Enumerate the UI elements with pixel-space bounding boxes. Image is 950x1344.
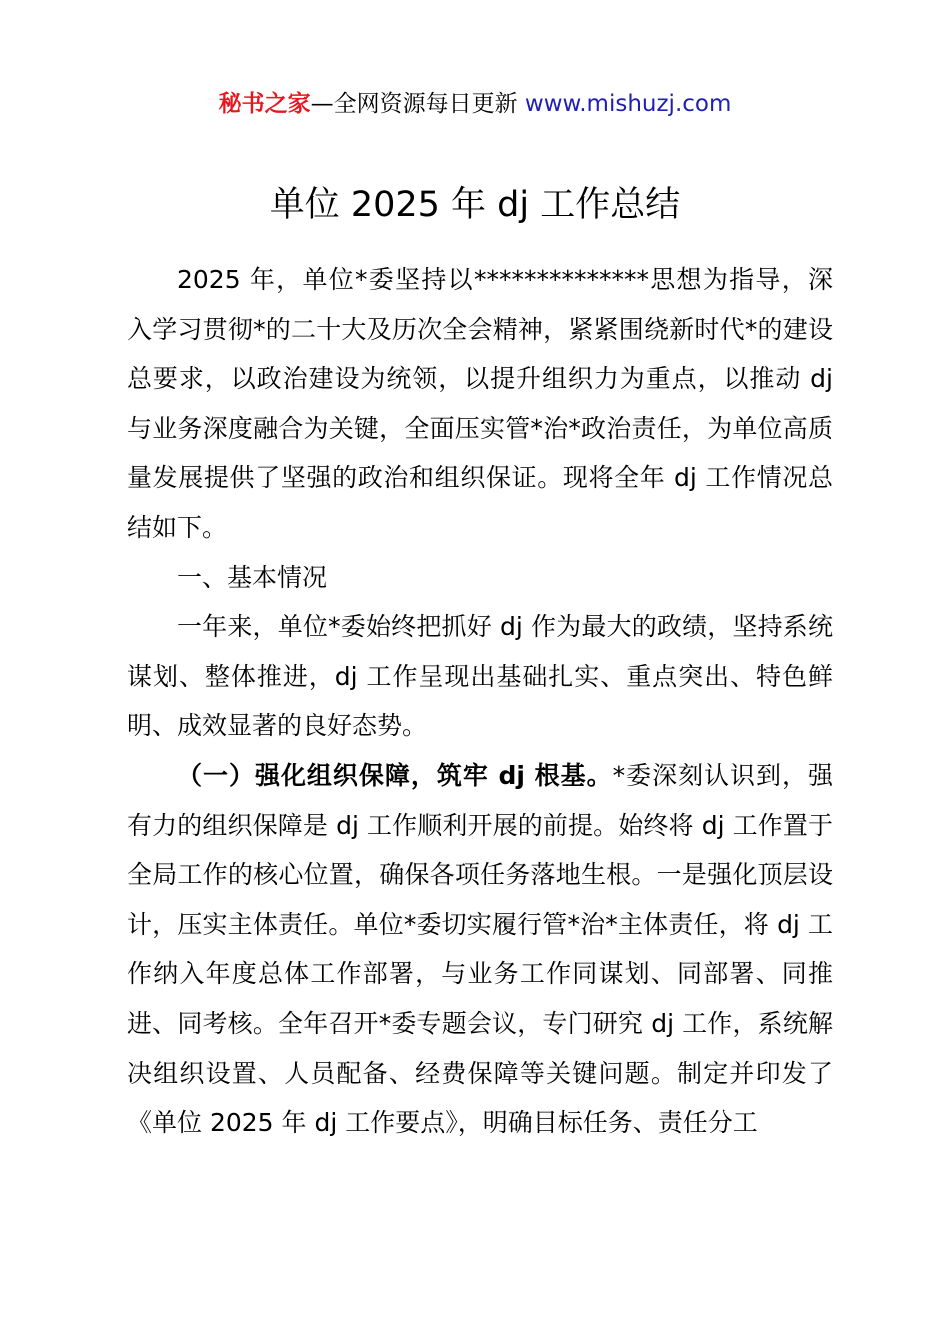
site-tagline: —全网资源每日更新 (310, 91, 518, 117)
subsection-paragraph (127, 751, 833, 1148)
site-header (0, 86, 950, 122)
intro-paragraph: 2025 年，单位*委坚持以**************思想为指导，深入学习贯彻*的二十大及历次全会精神，紧紧围绕新时代*的建设总要求，以政治建设为统领，以提升组织力为重点，以推动 dj 与业务深度融合为关键，全面压实管*治*政治责任，为单位高质量发展提供了坚强的政治和组织保证。现将全年 dj 工作情况总结如下。 (127, 265, 833, 542)
subsection-heading: （一）强化组织保障，筑牢 dj 根基。 (177, 760, 613, 790)
section-paragraph: 一年来，单位*委始终把抓好 dj 作为最大的政绩，坚持系统谋划、整体推进，dj 工作呈现出基础扎实、重点突出、特色鲜明、成效显著的良好态势。 (127, 612, 833, 741)
document-title: 单位 2025 年 dj 工作总结 (269, 185, 681, 225)
document-body (127, 255, 833, 1148)
section-heading-basic-situation: 一、基本情况 (177, 562, 328, 592)
subsection-text: *委深刻认识到，强有力的组织保障是 dj 工作顺利开展的前提。始终将 dj 工作置于全局工作的核心位置，确保各项任务落地生根。一是强化顶层设计，压实主体责任。单位*委切实履行管*治*主体责任，将 dj 工作纳入年度总体工作部署，与业务工作同谋划、同部署、同推进、同考核。全年召开*委专题会议，专门研究 dj 工作，系统解决组织设置、人员配备、经费保障等关键问题。制定并印发了《单位 2025 年 dj 工作要点》，明确目标任务、责任分工 (127, 760, 833, 1138)
site-brand: 秘书之家 (218, 91, 311, 117)
site-url-link[interactable]: www.mishuzj.com (524, 91, 732, 117)
